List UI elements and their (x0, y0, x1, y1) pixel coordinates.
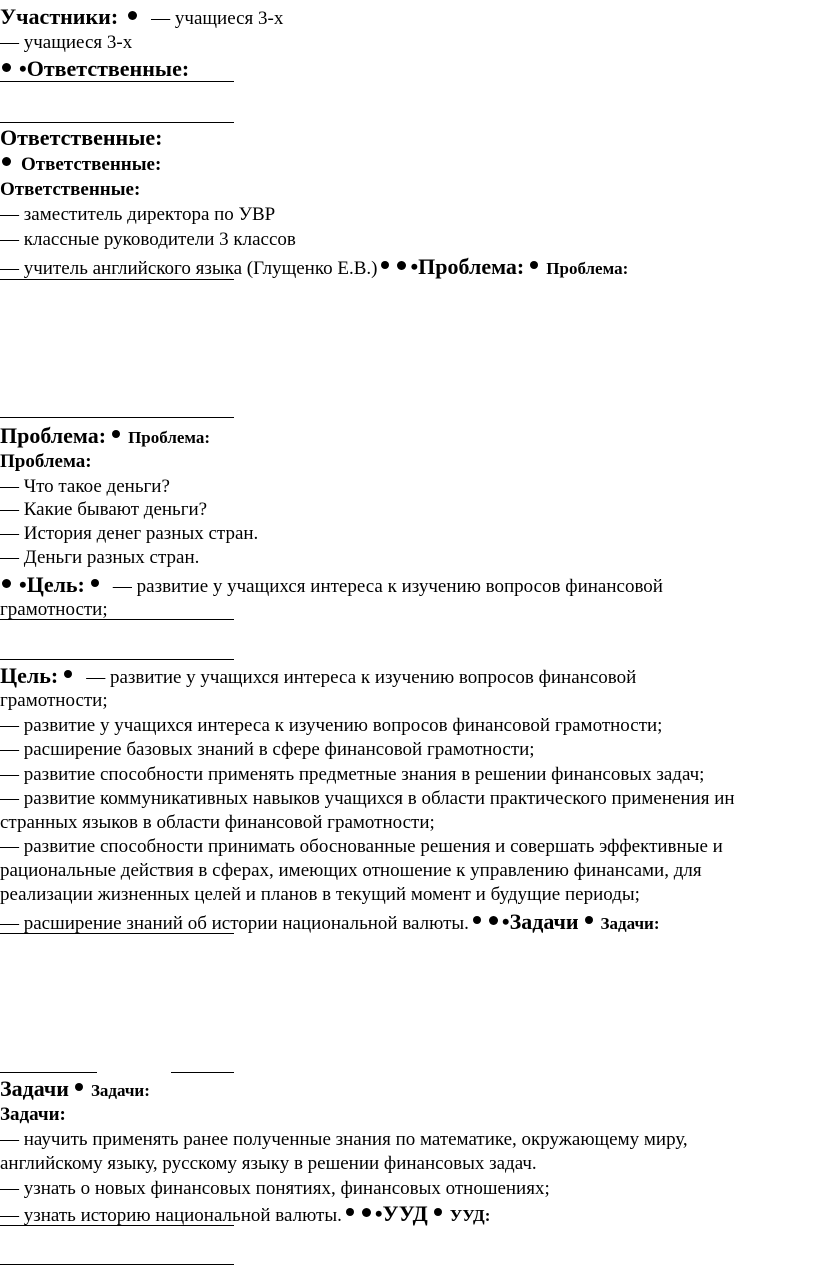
goal-heading: Цель: (0, 663, 59, 688)
tasks-heading-line (0, 1078, 150, 1100)
participants-heading: Участники: (0, 4, 119, 29)
goal-item: — развитие у учащихся интереса к изучению вопросов финансовой грамотности; (0, 715, 663, 736)
goal-item: — развитие коммуникативных навыков учащихся в области практического применения ин (0, 788, 735, 809)
goal-item: — расширение знаний об истории национальной валюты. (0, 913, 469, 934)
responsible-item-line (0, 256, 628, 278)
bullet-icon (346, 1208, 354, 1216)
goal-item: — развитие способности принимать обоснованные решения и совершать эффективные и (0, 836, 723, 857)
responsible-bullet-line (0, 155, 161, 174)
goal-item-last-line (0, 911, 659, 933)
tasks-heading-bullet: Задачи: (90, 1081, 150, 1100)
goal-inline-text-2: грамотности; (0, 599, 108, 620)
bullet-icon (64, 670, 72, 678)
bullet-icon (2, 579, 11, 588)
problem-heading-bullet: Проблема: (128, 428, 211, 447)
goal-item: — расширение базовых знаний в сфере финансовой грамотности; (0, 739, 535, 760)
tasks-item: — узнать историю национальной валюты. (0, 1205, 342, 1226)
problem-heading-large: Проблема: (0, 423, 107, 448)
divider-line (0, 417, 234, 418)
responsible-item: — учитель английского языка (Глущенко Е.В.) (0, 258, 378, 279)
divider-line (0, 933, 234, 934)
responsible-item: — классные руководители 3 классов (0, 229, 296, 250)
divider-line (0, 619, 234, 620)
bullet-icon (381, 261, 389, 269)
uud-inline-heading: •УУД (374, 1201, 428, 1226)
bullet-icon (2, 63, 11, 72)
uud-inline-heading-small: УУД: (449, 1206, 491, 1225)
divider-line (0, 1225, 234, 1226)
participants-line (0, 6, 283, 28)
tasks-heading-small: Задачи: (0, 1104, 66, 1125)
goal-item: рациональные действия в сферах, имеющих отношение к управлению финансами, для (0, 860, 702, 881)
divider-line (171, 1072, 234, 1073)
tasks-inline-heading: •Задачи (501, 909, 579, 934)
problem-heading-line (0, 425, 210, 447)
responsible-inline-line (0, 58, 189, 80)
problem-item: — История денег разных стран. (0, 523, 259, 544)
divider-line (0, 81, 234, 82)
divider-line (0, 1264, 234, 1265)
problem-inline-heading-small: Проблема: (546, 259, 629, 278)
goal-item: реализации жизненных целей и планов в текущий момент и будущие периоды; (0, 884, 640, 905)
tasks-heading-large: Задачи (0, 1076, 69, 1101)
divider-line (0, 659, 234, 660)
participants-inline: — учащиеся 3-х (151, 8, 284, 29)
bullet-icon (112, 430, 120, 438)
bullet-icon (530, 261, 538, 269)
bullet-icon (434, 1208, 442, 1216)
divider-line (0, 279, 234, 280)
tasks-inline-heading-small: Задачи: (600, 914, 660, 933)
bullet-icon (2, 157, 11, 166)
responsible-heading-large: Ответственные: (0, 125, 163, 150)
responsible-heading-small: Ответственные: (0, 179, 141, 200)
goal-heading-line (0, 665, 636, 687)
responsible-heading-bullet: Ответственные: (21, 154, 162, 175)
goal-item: странных языков в области финансовой грамотности; (0, 812, 435, 833)
problem-inline-heading: •Проблема: (410, 254, 525, 279)
bullet-icon (75, 1083, 83, 1091)
goal-text-2: грамотности; (0, 690, 108, 711)
responsible-item: — заместитель директора по УВР (0, 204, 276, 225)
bullet-icon (128, 11, 137, 20)
goal-inline-text: — развитие у учащихся интереса к изучению вопросов финансовой (112, 576, 663, 597)
responsible-inline-heading: •Ответственные: (19, 56, 190, 81)
divider-line (0, 1072, 97, 1073)
bullet-icon (397, 261, 406, 270)
tasks-item: английскому языку, русскому языку в решении финансовых задач. (0, 1153, 537, 1174)
problem-heading-small: Проблема: (0, 451, 92, 472)
bullet-icon (585, 916, 593, 924)
problem-item: — Что такое деньги? (0, 476, 170, 497)
problem-item: — Деньги разных стран. (0, 547, 200, 568)
tasks-item: — узнать о новых финансовых понятиях, финансовых отношениях; (0, 1178, 550, 1199)
goal-text: — развитие у учащихся интереса к изучению вопросов финансовой (86, 667, 637, 688)
tasks-item: — научить применять ранее полученные знания по математике, окружающему миру, (0, 1129, 688, 1150)
problem-item: — Какие бывают деньги? (0, 499, 208, 520)
divider-line (0, 122, 234, 123)
participants-line-2: — учащиеся 3-х (0, 32, 133, 53)
goal-inline-heading: •Цель: (19, 572, 85, 597)
bullet-icon (489, 916, 498, 925)
goal-inline-line (0, 574, 663, 596)
goal-item: — развитие способности применять предметные знания в решении финансовых задач; (0, 764, 705, 785)
tasks-item-last-line (0, 1203, 490, 1225)
bullet-icon (362, 1208, 371, 1217)
bullet-icon (473, 916, 481, 924)
bullet-icon (91, 579, 99, 587)
